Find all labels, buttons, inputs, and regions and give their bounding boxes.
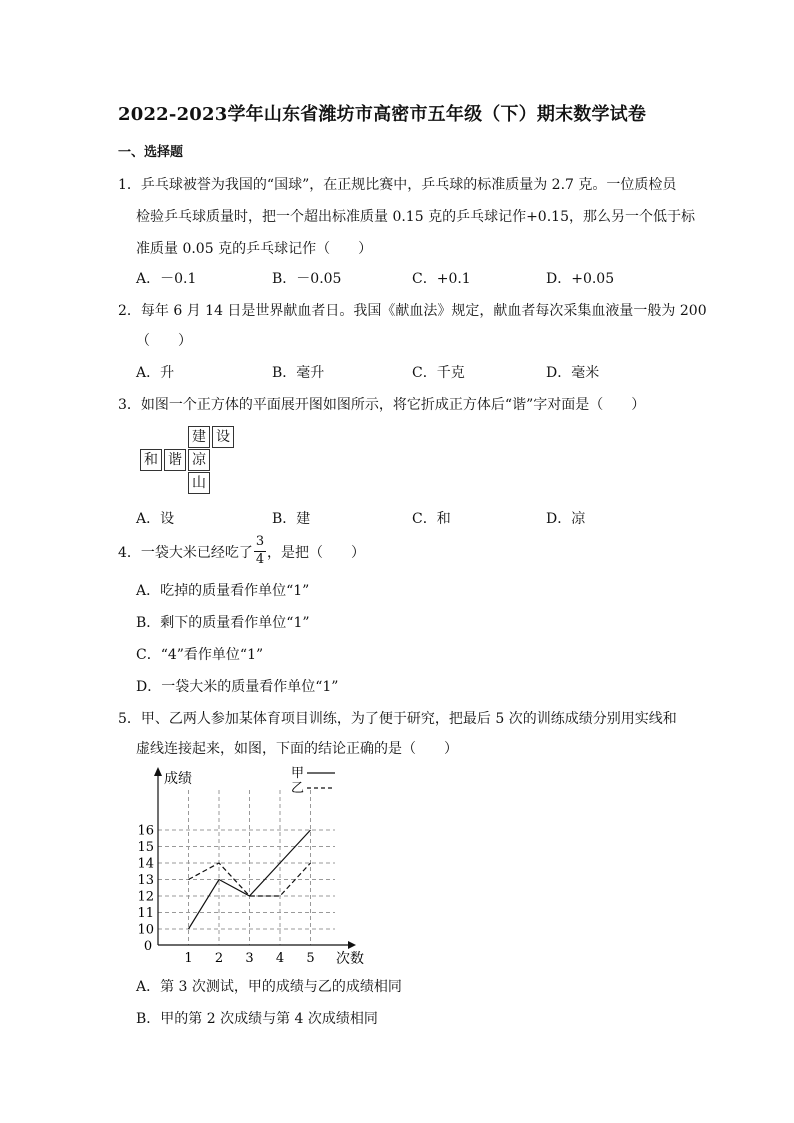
section-heading: 一、选择题 (118, 145, 184, 160)
y-tick-label: 15 (137, 840, 154, 855)
net-cell-he: 和 (140, 449, 162, 471)
q1-option-c: C．+0.1 (412, 271, 471, 287)
q2-line-2: （ ） (136, 333, 192, 349)
q2-option-b: B．毫升 (272, 365, 325, 381)
q1-option-d: D．+0.05 (546, 271, 615, 287)
q1-option-b: B．－0.05 (272, 271, 342, 287)
q4-option-c: C．“4”看作单位“1” (136, 647, 264, 663)
q4-option-a: A．吃掉的质量看作单位“1” (136, 583, 310, 599)
x-tick-label: 5 (306, 951, 315, 966)
y-tick-label: 11 (137, 906, 154, 921)
net-cell-xie: 谐 (164, 449, 186, 471)
legend-label-2: 乙 (291, 781, 305, 796)
q1-line-2: 检验乒乓球质量时，把一个超出标准质量 0.15 克的乒乓球记作+0.15，那么另一个低于标 (136, 209, 695, 225)
x-tick-label: 1 (184, 951, 193, 966)
q4-option-d: D．一袋大米的质量看作单位“1” (136, 679, 339, 695)
legend-label-1: 甲 (291, 766, 305, 781)
net-cell-jian: 建 (188, 426, 210, 448)
y-tick-label: 13 (137, 873, 154, 888)
q5-option-a: A．第 3 次测试，甲的成绩与乙的成绩相同 (136, 979, 402, 995)
q5-line-1: 5．甲、乙两人参加某体育项目训练，为了便于研究，把最后 5 次的训练成绩分别用实线和 (118, 711, 677, 727)
fraction-denominator: 4 (255, 552, 265, 567)
y-tick-label: 16 (137, 823, 154, 839)
q4-option-b: B．剩下的质量看作单位“1” (136, 615, 310, 631)
x-tick-label: 2 (214, 951, 224, 966)
q3-option-c: C．和 (412, 511, 451, 527)
q2-line-1: 2．每年 6 月 14 日是世界献血者日。我国《献血法》规定，献血者每次采集血液量一般为 200 (118, 303, 707, 319)
q1-line-3: 准质量 0.05 克的乒乓球记作（ ） (136, 241, 373, 257)
q2-option-a: A．升 (136, 365, 175, 381)
fraction-numerator: 3 (255, 534, 265, 549)
y-axis-label: 成绩 (164, 771, 192, 787)
q4-stem-before: 4．一袋大米已经吃了 (118, 545, 253, 561)
q2-option-c: C．千克 (412, 365, 465, 381)
q3-option-b: B．建 (272, 511, 311, 527)
origin-label: 0 (143, 939, 153, 954)
x-tick-label: 3 (245, 951, 254, 966)
q4-stem-after: ，是把（ ） (267, 545, 365, 561)
y-tick-label: 14 (137, 856, 154, 872)
y-axis-arrow (154, 767, 162, 776)
q1-line-1: 1．乒乓球被誉为我国的“国球”，在正规比赛中，乒乓球的标准质量为 2.7 克。一位质检员 (118, 177, 677, 193)
q1-option-a: A．－0.1 (136, 271, 197, 287)
q5-line-2: 虚线连接起来，如图，下面的结论正确的是（ ） (136, 741, 458, 757)
q5-option-b: B．甲的第 2 次成绩与第 4 次成绩相同 (136, 1011, 378, 1027)
net-cell-she: 设 (212, 426, 234, 448)
q2-option-d: D．毫米 (546, 365, 600, 381)
q3-line: 3．如图一个正方体的平面展开图如图所示，将它折成正方体后“谐”字对面是（ ） (118, 397, 646, 413)
x-axis-arrow (348, 941, 356, 949)
q3-option-d: D．凉 (546, 511, 586, 527)
net-cell-liang: 凉 (188, 449, 210, 471)
net-cell-shan: 山 (188, 472, 210, 494)
page-title: 2022-2023学年山东省潍坊市高密市五年级（下）期末数学试卷 (118, 104, 647, 125)
x-axis-label: 次数 (336, 951, 364, 967)
y-tick-label: 12 (137, 889, 154, 905)
q3-option-a: A．设 (136, 511, 175, 527)
score-line-chart (130, 762, 370, 974)
x-tick-label: 4 (275, 951, 285, 966)
y-tick-label: 10 (137, 922, 154, 938)
